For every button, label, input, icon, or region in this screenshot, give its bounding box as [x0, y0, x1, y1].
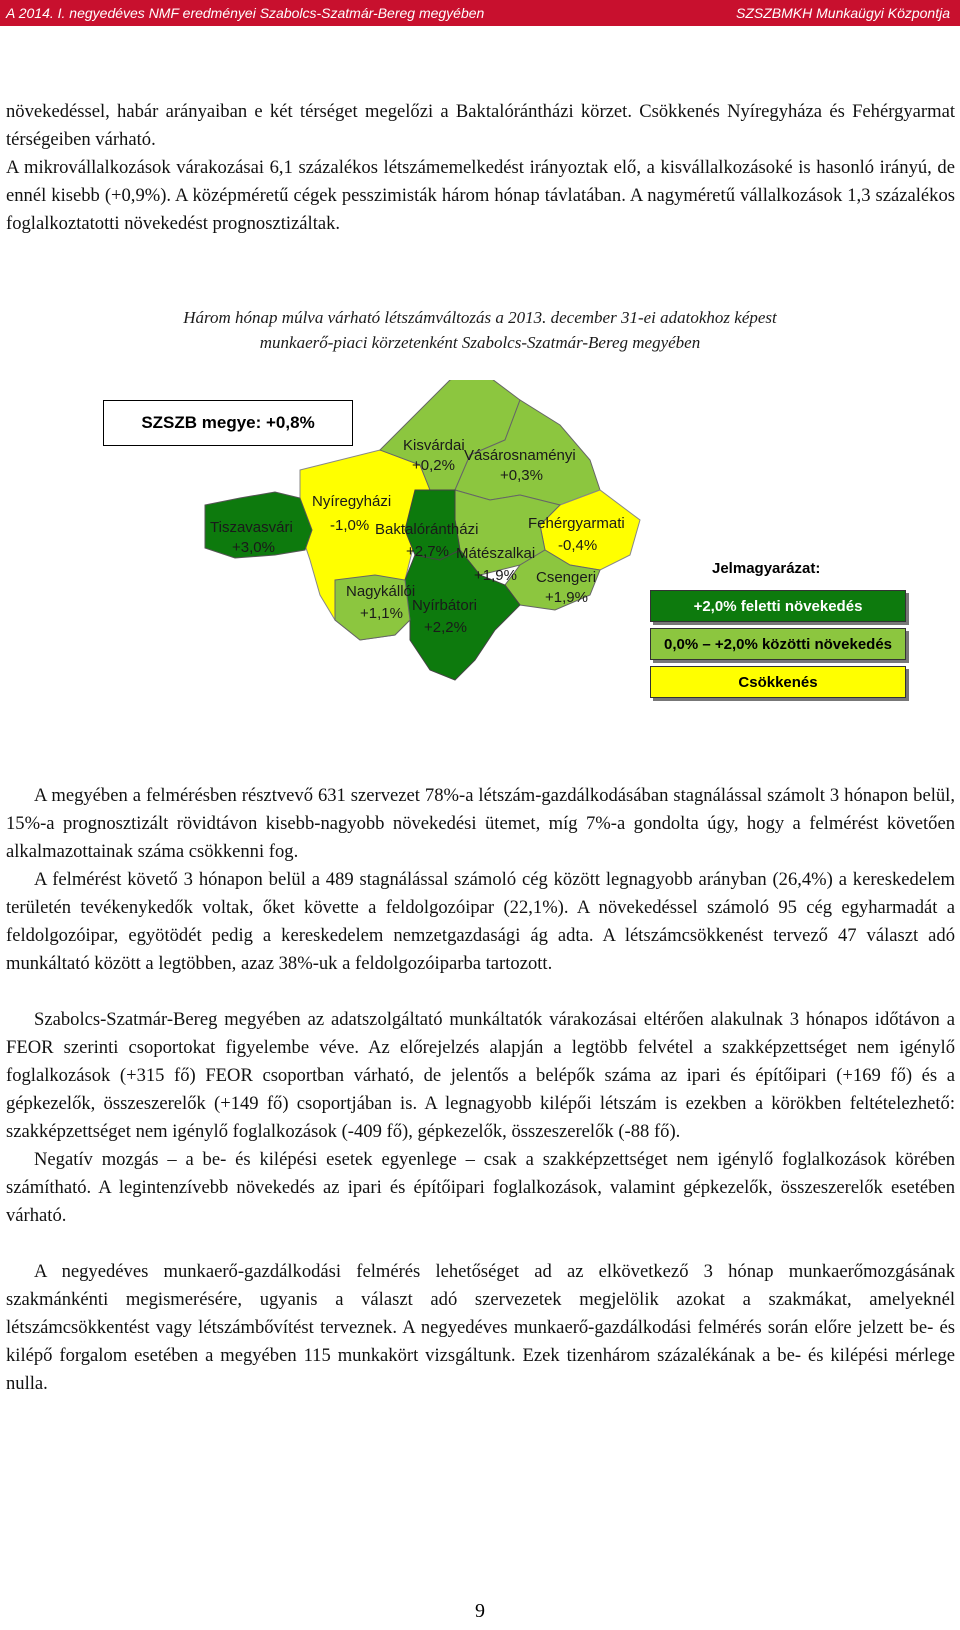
label-tiszavasvari-name: Tiszavasvári: [210, 519, 293, 536]
figure-caption: [0, 305, 960, 355]
header-left-title: A 2014. I. negyedéves NMF eredményei Szabolcs-Szatmár-Bereg megyében: [6, 5, 485, 21]
label-nyiregyhazi-name: Nyíregyházi: [312, 493, 392, 510]
label-vasarosnamenyi-value: +0,3%: [500, 467, 543, 484]
body-paragraph-5: A negyedéves munkaerő-gazdálkodási felmérés lehetőséget ad az elkövetkező 3 hónap munkaerőmozgásának szakmánkénti megismerésére, ugyanis a választ adó szervezetek megjelölik azokat a szakmákat, amelyeknél létszámcsökkentést vagy létszámbővítést terveznek. A negyedéves munkaerő-gazdálkodási felmérés során előre jelzett be- és kilépő forgalom esetében a megyében 115 munkakört vizsgáltunk. Ezek tizenhárom százalékának a be- és kilépési mérlege nulla.: [6, 1261, 955, 1394]
label-mateszalkai-name: Mátészalkai: [456, 545, 536, 562]
body-paragraph-4: Negatív mozgás – a be- és kilépési esetek egyenlege – csak a szakképzettséget nem igénylő foglalkozások körében számítható. A legintenzívebb növekedés az ipari és építőipari foglalkozások, valamint gépkezelők, összeszerelők esetében várható.: [6, 1149, 955, 1226]
label-fehergyarmati-name: Fehérgyarmati: [528, 515, 625, 532]
intro-line-1: növekedéssel, habár arányaiban e két térséget megelőzi a Baktalórántházi körzet. Csökkenés Nyíregyháza és Fehérgyarmat térségeiben várható.: [6, 101, 955, 150]
caption-line-1: Három hónap múlva várható létszámváltozás a 2013. december 31-ei adatokhoz képest: [183, 308, 777, 327]
label-nyiregyhazi-value: -1,0%: [330, 517, 370, 534]
county-total-box: SZSZB megye: +0,8%: [103, 400, 353, 446]
label-fehergyarmati-value: -0,4%: [558, 537, 598, 554]
label-kisvardai-value: +0,2%: [412, 457, 455, 474]
legend-item-low: Csökkenés: [650, 666, 906, 698]
label-nagykalloi-name: Nagykállói: [346, 583, 416, 600]
body-paragraph-2: A felmérést követő 3 hónapon belül a 489 stagnálással számoló cég között legnagyobb arányban (26,4%) a kereskedelem területén tevékenykedők voltak, őket követte a feldolgozóipar (22,1%). A növekedéssel számoló 95 cég egyharmadát a feldolgozóipar, egyötödét pedig a kereskedelem nemzetgazdasági ág adta. A létszámcsökkenést tervező 47 választ adó munkáltató között a legtöbben, azaz 38%-uk a feldolgozóiparba tartozott.: [6, 869, 955, 974]
label-vasarosnamenyi-name: Vásárosnaményi: [464, 447, 576, 464]
label-baktalorantazi-value: +2,7%: [406, 543, 449, 560]
district-map: [0, 380, 960, 720]
label-nagykalloi-value: +1,1%: [360, 605, 403, 622]
legend-title: Jelmagyarázat:: [712, 560, 821, 577]
header-right-title: SZSZBMKH Munkaügyi Központja: [736, 5, 950, 21]
intro-line-2: A mikrovállalkozások várakozásai 6,1 százalékos létszámemelkedést irányoztak elő, a kisvállalkozásoké is hasonló irányú, de ennél kisebb (+0,9%). A középméretű cégek pesszimisták három hónap távlatában. A nagyméretű vállalkozások 1,3 százalékos foglalkoztatotti növekedést prognosztizáltak.: [6, 157, 955, 234]
label-csengeri-value: +1,9%: [545, 589, 588, 606]
body-paragraph-1: A megyében a felmérésben résztvevő 631 szervezet 78%-a létszám-gazdálkodásában stagnálással számolt 3 hónapon belül, 15%-a prognosztizált rövidtávon kisebb-nagyobb növekedési ütemet, míg 7%-a gondolta úgy, hogy a felmérést követően alkalmazottainak száma csökkenni fog.: [6, 785, 955, 862]
body-paragraph-3: Szabolcs-Szatmár-Bereg megyében az adatszolgáltató munkáltatók várakozásai eltérően alakulnak 3 hónapos időtávon a FEOR szerinti csoportokat figyelembe véve. Az előrejelzés alapján a legtöbb felvétel a szakképzettséget nem igénylő foglalkozások (+315 fő) FEOR csoportban várható, de jelentős a belépők száma az ipari és építőipari (+169 fő) és a gépkezelők, összeszerelők (+149 fő) csoportjában is. A legnagyobb kilépői létszám is ezekben a körökben feltételezhető: szakképzettséget nem igénylő foglalkozások (-409 fő), gépkezelők, összeszerelők (-88 fő).: [6, 1009, 955, 1142]
label-kisvardai-name: Kisvárdai: [403, 437, 465, 454]
label-nyirbatori-name: Nyírbátori: [412, 597, 478, 614]
legend-item-mid: 0,0% – +2,0% közötti növekedés: [650, 628, 906, 660]
body-text: [6, 782, 955, 1398]
label-tiszavasvari-value: +3,0%: [232, 539, 275, 556]
caption-line-2: munkaerő-piaci körzetenként Szabolcs-Szatmár-Bereg megyében: [259, 333, 701, 352]
label-nyirbatori-value: +2,2%: [424, 619, 467, 636]
page-number: 9: [475, 1600, 485, 1622]
page-header: [0, 0, 960, 26]
legend-item-high: +2,0% feletti növekedés: [650, 590, 906, 622]
label-csengeri-name: Csengeri: [536, 569, 597, 586]
label-mateszalkai-value: +1,9%: [474, 567, 517, 584]
intro-text: [6, 98, 955, 238]
label-baktalorantazi-name: Baktalórántházi: [375, 521, 479, 538]
